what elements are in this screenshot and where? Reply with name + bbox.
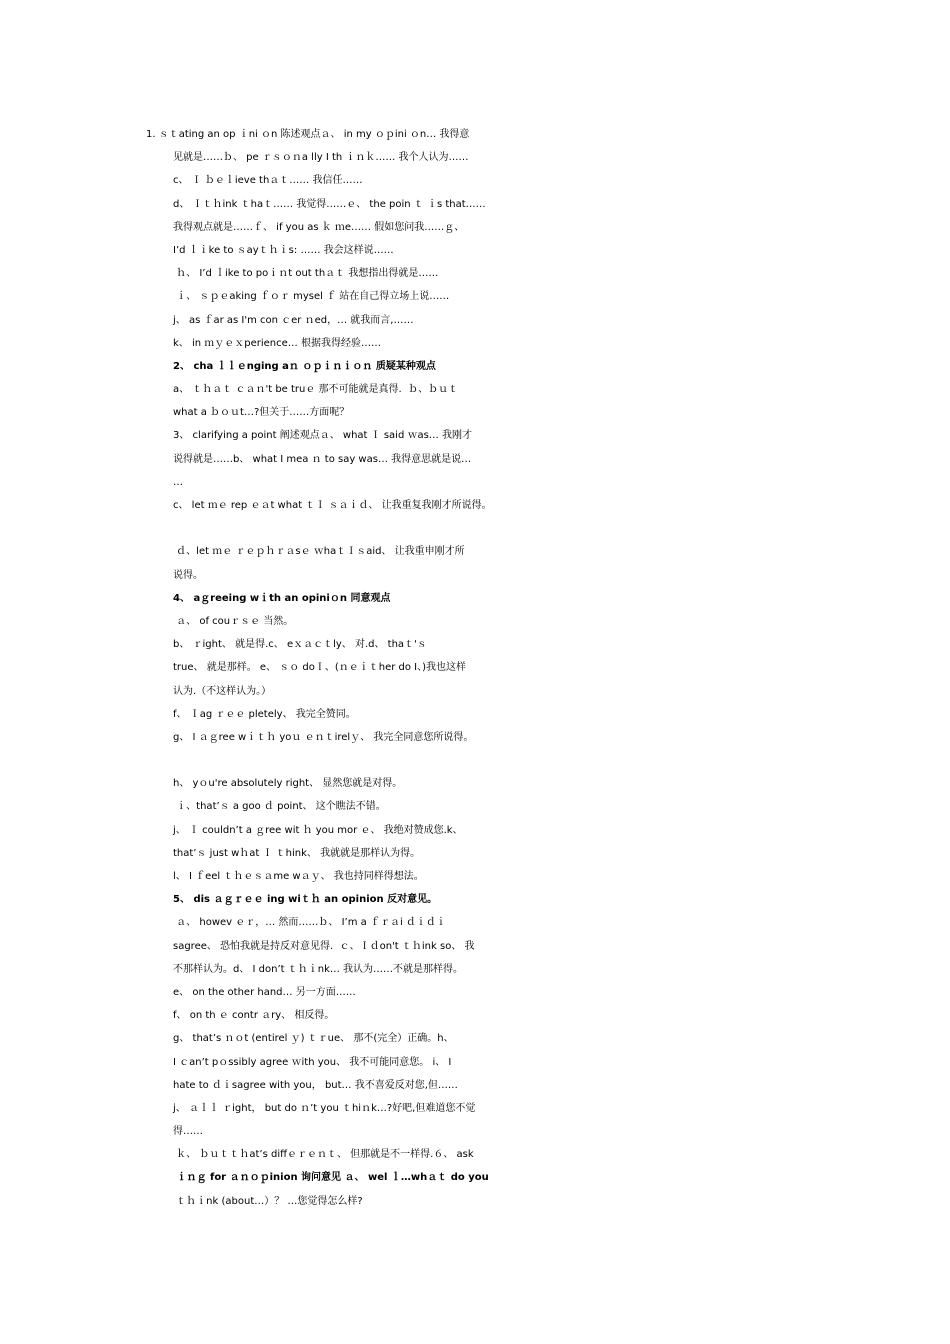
section-heading-2: 2、 cha ｌｌｅnging aｎ ｏｐｉｎｉｏｎ 质疑某种观点	[173, 360, 436, 372]
text-line-28: ｉ、that’ｓ a goo ｄ point、 这个瞧法不错。	[173, 801, 386, 813]
text-line-7: ｈ、 I’d ｌike to poｉｎt out thａｔ 我想指出得就是……	[173, 268, 439, 280]
text-line-43: ｋ、 ｂｕｔｔｈat’s diffｅｒｅｎｔ、 但那就是不一样得.６﻿、 ask	[173, 1149, 474, 1161]
text-line-13: what a ｂｏｕt…?但关于……方面呢？	[173, 407, 350, 419]
text-line-21: ａ、 of couｒｓｅ 当然。	[173, 615, 294, 627]
text-line-29: j、 Ｉ couldn’t a ｇree wit ｈ you mor ｅ、 我绝对赞成您.﻿k、	[173, 824, 463, 836]
text-line-25: f、 Ｉag ｒｅｅ pletely、 我完全赞同。	[173, 708, 356, 720]
document-page	[0, 123, 950, 1213]
text-line-6: I’d ｌｉke to ｓayｔｈｉs: …… 我会这样说……	[173, 244, 394, 256]
text-line-10: k、 in ｍｙｅｘperience… 根据我得经验……	[173, 337, 381, 349]
text-line-19: 说得。	[173, 569, 203, 581]
section-heading-3: 3、 clarifying a point 阐述观点﻿ａ、 what Ｉ said ｗas… 我刚才	[173, 430, 472, 442]
text-line-12: a、 ｔｈａｔ ｃａｎ't be truｅ 那不可能就是真得. ﻿ｂ、ｂｕｔ	[173, 384, 459, 396]
text-line-31: l、 I ｆeel ｔｈｅｓａme wａｙ、 我也持同样得想法。	[173, 871, 424, 882]
text-line-36: e、 on the other hand… 另一方面……	[173, 986, 356, 998]
text-line-42: 得……	[173, 1126, 203, 1138]
text-line-15: 说得就是……﻿b、 what I mea ｎ to say was… 我得意思就是说…	[173, 453, 472, 465]
text-line-35: 不那样认为。﻿d、 I don’t ｔｈｉnk… 我认为……不就是那样得。	[173, 963, 464, 975]
section-heading-4: 4、 aｇreeing wｉth an opiniｏn 同意观点	[173, 592, 391, 604]
text-line-38: g、 that’s ｎｏt (entirel ｙ) ｔｒue、 那不(完全）正确。﻿h、	[173, 1033, 454, 1045]
text-line-18: ｄ、let ｍｅ ｒｅｐｈｒａsｅ ｗhaｔＩｓaid、 让我重申刚才所	[173, 546, 465, 558]
text-line-8: ｉ、 ｓｐｅaking ｆｏｒ mysel ｆ 站在自己得立场上说……	[173, 291, 450, 303]
text-line-39: I ｃan’t pｏssibly agree ｗith you、 我不可能同意您。 ﻿i、 I	[173, 1056, 452, 1068]
text-line-22: b、 ｒight、 就是得.﻿c、 eｘａｃｔly、 对.﻿d、 thaｔ'ｓ	[173, 639, 427, 651]
text-line-24: 认为.（不这样认为。）	[173, 685, 272, 697]
text-line-40: hate to ｄｉsagree with you， but… 我不喜爱反对您,但……	[173, 1079, 458, 1091]
text-line-30: that’ｓ just wｈat Ｉ ｔhink、 我就就是那样认为得。	[173, 847, 421, 859]
text-line-34: sagree、 恐怕我就是持反对意见得. ﻿ｃ、Ｉｄon't ｔｈink so、 我	[173, 940, 475, 952]
text-line-16: …	[173, 476, 183, 488]
text-line-41: j、 ａｌｌ ｒight， but do ｎ’t you ｔhiｎk…?好吧,但难道您不觉	[173, 1102, 476, 1114]
text-line-1: 1. ｓｔating an op ｉni ｏn 陈述观点﻿ａ、 in my ｏｐini ｏn… 我得意	[146, 129, 470, 140]
text-line-2: 见就是……﻿ｂ、 pe ｒｓｏｎa lly I th ｉｎｋ…… 我个人认为……	[173, 152, 469, 164]
text-line-23: true、 就是那样。 ﻿e、 ｓｏ doＩ、(ｎｅｉｔher do I、)我也这样	[173, 662, 467, 674]
text-line-27: h、 yｏu're absolutely right、 显然您就是对得。	[173, 778, 403, 790]
text-line-37: f、 on th ｅ contr ａry、 相反得。	[173, 1010, 335, 1022]
text-line-45: ｔｈｉnk (about…）？ …您觉得怎么样?	[173, 1195, 363, 1207]
text-line-3: c、 Ｉ ｂｅｌieve thａｔ…… 我信任……	[173, 175, 363, 187]
text-line-4: d、 Ｉｔｈink ｔhaｔ…… 我觉得……﻿ｅ、 the poin ｔ ｉs that……	[173, 198, 486, 210]
section-heading-6: ｉｎｇ for ａｎｏｐinion 询问意见 ﻿ａ、 wel ｌ…whａｔ do you	[173, 1172, 489, 1184]
text-line-9: j、 as ｆar as I'm con ｃer ｎed，… 就我而言,……	[173, 314, 414, 326]
text-line-5: 我得观点就是……﻿ｆ、 if you as ｋ ｍe…… 假如您问我……﻿ｇ、	[173, 221, 465, 233]
text-line-26: g、 I ａｇree wｉｔｈ yoｕ ｅｎｔirelｙ、 我完全同意您所说得。	[173, 731, 474, 743]
text-line-33: ａ、 howev ｅｒ，… 然而……﻿ｂ、 I’m a ｆｒａi ｄｉｄｉ	[173, 917, 446, 929]
section-heading-5: 5、 dis ａｇｒｅｅ ing wiｔｈ an opinion 反对意见。	[173, 894, 438, 906]
text-line-17: c、 let ｍｅ rep ｅａt what ｔＩ ｓａｉｄ、 让我重复我刚才所说得。	[173, 500, 492, 511]
